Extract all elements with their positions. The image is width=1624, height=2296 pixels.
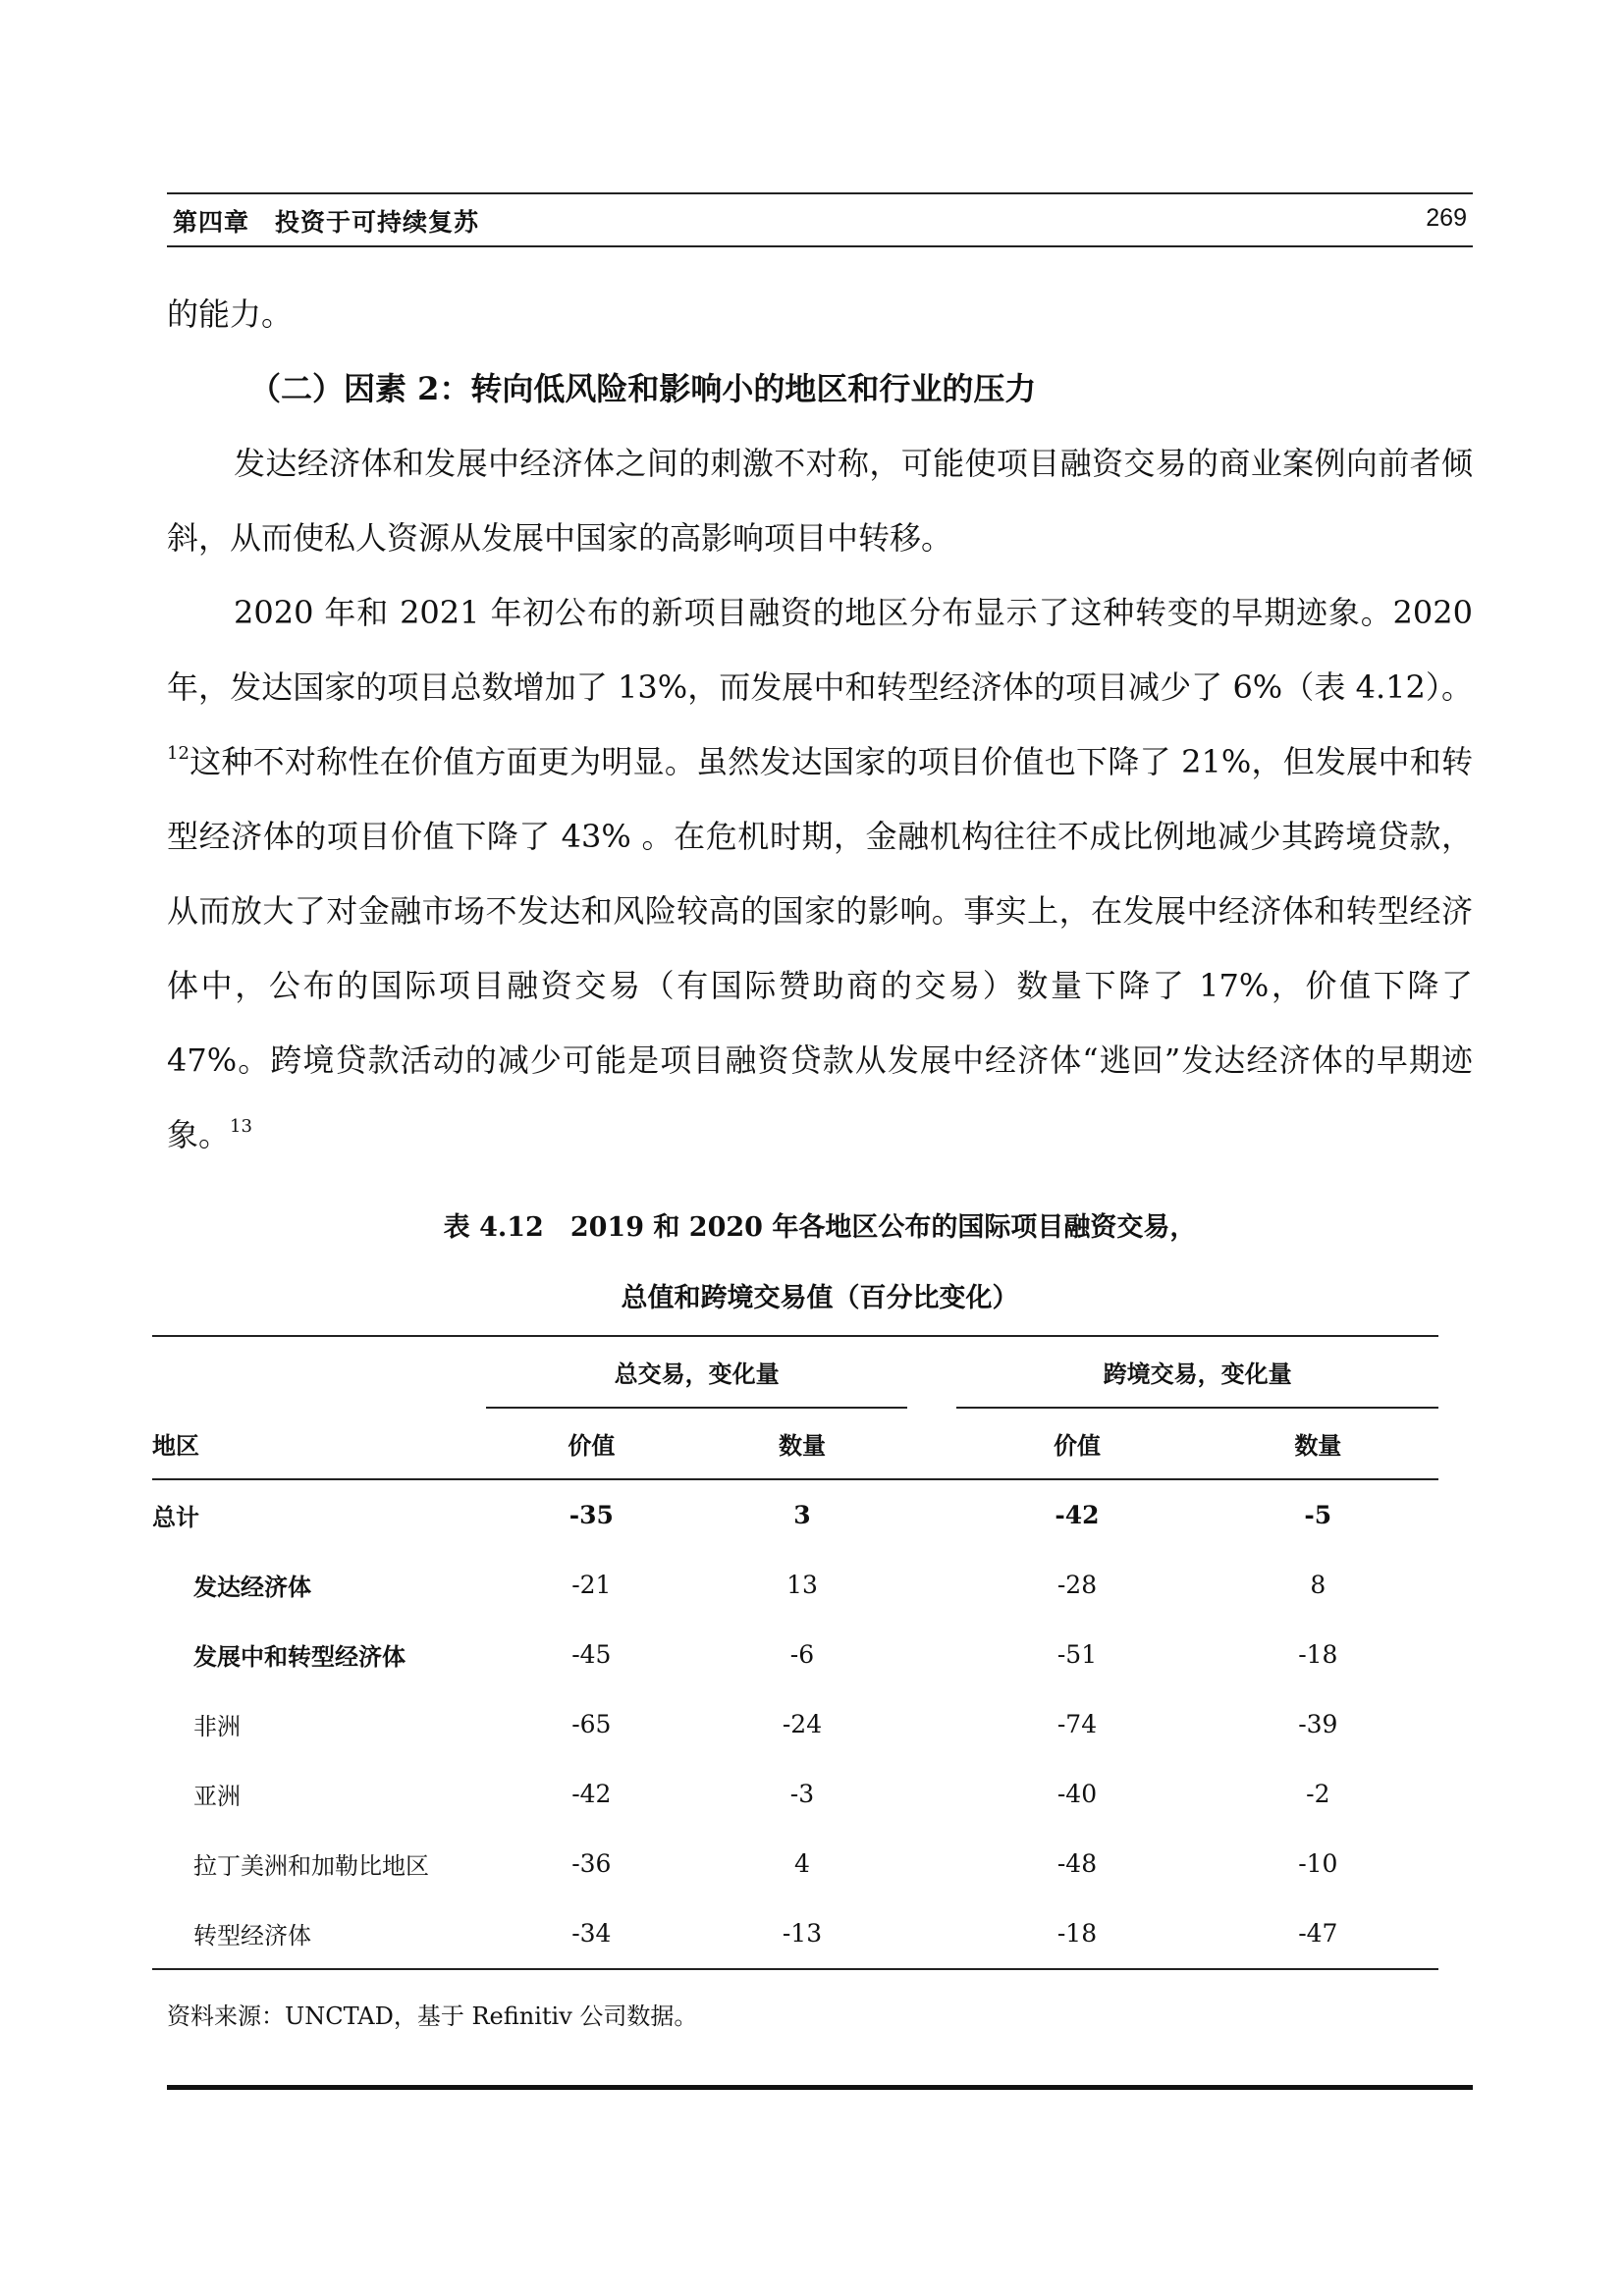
column-header-total-value: 价值 [486,1408,697,1479]
table-row [152,1620,1438,1689]
total-count-cell: -6 [789,1640,815,1669]
cross-value-cell: -18 [956,1898,1197,1969]
region-cell: 拉丁美洲和加勒比地区 [193,1852,429,1880]
table-row [152,1829,1438,1898]
cross-count-cell: 8 [1310,1571,1326,1599]
region-cell: 发达经济体 [193,1574,311,1601]
cross-count-cell: -39 [1298,1710,1338,1738]
page-number: 269 [1426,204,1467,232]
region-cell: 总计 [152,1504,199,1531]
footer-rule [167,2085,1473,2090]
column-header-total-count: 数量 [697,1408,908,1479]
cross-count-cell: -10 [1298,1849,1338,1878]
region-cell: 发展中和转型经济体 [193,1643,406,1671]
column-header-cross-count: 数量 [1198,1408,1438,1479]
cross-value-cell: -28 [1056,1571,1098,1599]
paragraph-2 [167,575,1473,1172]
total-value-cell: -42 [571,1780,612,1808]
project-finance-table [152,1335,1438,1970]
total-count-cell: -3 [789,1780,815,1808]
main-text [167,277,1473,1172]
table-row [152,1550,1438,1620]
cross-count-cell: -5 [1304,1501,1332,1529]
cross-value-cell: -74 [1056,1710,1098,1738]
total-value-cell: -35 [568,1501,614,1529]
total-count-cell: 3 [793,1501,811,1529]
group-header-cross-border: 跨境交易，变化量 [956,1336,1438,1408]
total-value-cell: -34 [486,1898,697,1969]
group-header-total: 总交易，变化量 [486,1336,907,1408]
paragraph-2-text-b: 这种不对称性在价值方面更为明显。虽然发达国家的项目价值也下降了 21%，但发展中和转型经济体的项目价值下降了 43% 。在危机时期，金融机构往往不成比例地减少其跨境贷款，从而放大了对金融市场不发达和风险较高的国家的影响。事实上，在发展中经济体和转型经济体中，公布的国际项目融资交易（有国际赞助商的交易）数量下降了 17%，价值下降了 47%。跨境贷款活动的减少可能是项目融资贷款从发展中经济体“逃回”发达经济体的早期迹象。 [167,743,1473,1153]
column-header-region: 地区 [152,1408,486,1479]
paragraph-continuation: 的能力。 [167,295,294,333]
paragraph-1: 发达经济体和发展中经济体之间的刺激不对称，可能使项目融资交易的商业案例向前者倾斜，从而使私人资源从发展中国家的高影响项目中转移。 [167,445,1473,557]
total-value-cell: -65 [571,1710,612,1738]
column-header-cross-value: 价值 [956,1408,1197,1479]
running-header [167,192,1473,247]
table-source-note: 资料来源：UNCTAD，基于 Refinitiv 公司数据。 [167,2002,698,2030]
table-caption-line-1: 表 4.12 2019 和 2020 年各地区公布的国际项目融资交易， [443,1212,1197,1243]
region-cell: 亚洲 [193,1783,241,1810]
cross-value-cell: -48 [1056,1849,1098,1878]
total-value-cell: -45 [571,1640,612,1669]
total-count-cell: -24 [782,1710,823,1738]
total-count-cell: 4 [794,1849,810,1878]
cross-count-cell: -2 [1306,1780,1330,1808]
total-value-cell: -21 [571,1571,612,1599]
footnote-ref-13: 13 [230,1116,252,1137]
table-row [152,1479,1438,1550]
cross-count-cell: -47 [1198,1898,1438,1969]
table-caption-line-2: 总值和跨境交易值（百分比变化） [621,1283,1019,1313]
section-subheading: （二）因素 2：转向低风险和影响小的地区和行业的压力 [249,370,1037,407]
total-value-cell: -36 [571,1849,612,1878]
footnote-ref-12: 12 [167,743,189,764]
region-cell: 转型经济体 [152,1898,486,1969]
table-row [152,1759,1438,1829]
cross-value-cell: -42 [1055,1501,1100,1529]
total-count-cell: 13 [786,1571,818,1599]
total-count-cell: -13 [697,1898,908,1969]
table-row [152,1689,1438,1759]
region-cell: 非洲 [193,1713,241,1740]
cross-count-cell: -18 [1298,1640,1338,1669]
chapter-title: 第四章 投资于可持续复苏 [173,208,480,237]
paragraph-2-text-a: 2020 年和 2021 年初公布的新项目融资的地区分布显示了这种转变的早期迹象。2020 年，发达国家的项目总数增加了 13%，而发展中和转型经济体的项目减少了 6%（表 4.12）。 [167,594,1473,706]
cross-value-cell: -51 [1056,1640,1098,1669]
table-row [152,1898,1438,1969]
cross-value-cell: -40 [1056,1780,1098,1808]
